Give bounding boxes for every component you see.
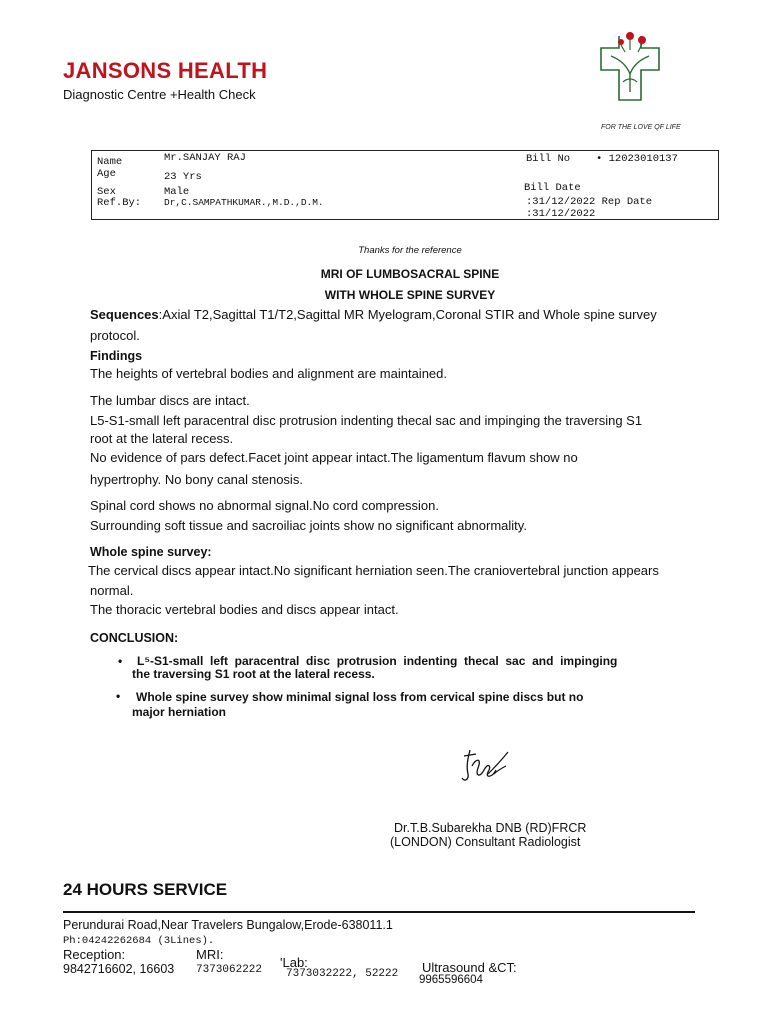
conclusion-item-2-line2: major herniation [132, 705, 227, 719]
finding-line: hypertrophy. No bony canal stenosis. [90, 472, 303, 487]
conclusion-heading: CONCLUSION: [90, 631, 179, 645]
conclusion-item-1-line1: L⁵-S1-small left paracentral disc protrusion indenting thecal sac and impinging [137, 654, 618, 668]
sequences-text-continued: protocol. [90, 328, 140, 343]
medical-cross-flower-logo-icon [597, 26, 663, 102]
bill-date-value: :31/12/2022 Rep Date [526, 196, 653, 208]
reception-label: Reception: [63, 947, 126, 962]
brand-tagline: FOR THE LOVE QF LIFE [601, 124, 681, 131]
sequences-text: :Axial T2,Sagittal T1/T2,Sagittal MR Myelogram,Coronal STIR and Whole spine survey [158, 307, 657, 322]
finding-line: Spinal cord shows no abnormal signal.No cord compression. [90, 498, 440, 513]
thanks-note: Thanks for the reference [358, 245, 462, 256]
brand-name: JANSONS HEALTH [63, 58, 268, 83]
finding-line: The lumbar discs are intact. [90, 393, 250, 408]
sex-label: Sex [97, 186, 116, 198]
handwritten-signature-icon [458, 744, 512, 786]
mri-label: MRI: [196, 947, 224, 962]
conclusion-item-1-line2: the traversing S1 root at the lateral recess. [132, 667, 375, 681]
brand-subtitle: Diagnostic Centre +Health Check [63, 87, 256, 102]
refby-label: Ref.By: [97, 197, 142, 209]
lab-label: 'Lab: [280, 955, 308, 970]
finding-line: No evidence of pars defect.Facet joint appear intact.The ligamentum flavum show no [90, 450, 578, 465]
footer-phone: Ph:04242262684 (3Lines). [63, 935, 215, 947]
name-value: Mr.SANJAY RAJ [164, 152, 246, 164]
whole-spine-line: The cervical discs appear intact.No significant herniation seen.The craniovertebral junction appears [88, 563, 659, 578]
bill-no-value: • 12023010137 [596, 153, 678, 165]
age-label: Age [97, 168, 116, 180]
conclusion-item-2-line1: Whole spine survey show minimal signal loss from cervical spine discs but no [136, 690, 584, 704]
finding-line: L5-S1-small left paracentral disc protrusion indenting thecal sac and impinging the traversing S1 [90, 413, 643, 428]
whole-spine-line: The thoracic vertebral bodies and discs appear intact. [90, 602, 399, 617]
rep-date-value: :31/12/2022 [526, 208, 596, 220]
lab-value: 7373032222, 52222 [286, 968, 399, 980]
reception-value: 9842716602, 16603 [63, 962, 175, 976]
age-value: 23 Yrs [164, 171, 202, 183]
refby-value: Dr,C.SAMPATHKUMAR.,M.D.,D.M. [164, 197, 324, 208]
sequences-label: Sequences [90, 307, 159, 322]
finding-line: Surrounding soft tissue and sacroiliac joints show no significant abnormality. [90, 518, 527, 533]
ultrasound-value: 9965596604 [419, 974, 483, 986]
bill-no-label: Bill No [526, 153, 571, 165]
finding-line: root at the lateral recess. [90, 431, 234, 446]
bullet-icon: • [116, 689, 121, 703]
whole-spine-line: normal. [90, 583, 134, 598]
bullet-icon: • [118, 654, 123, 668]
finding-line: The heights of vertebral bodies and alignment are maintained. [90, 366, 447, 381]
report-title-line2: WITH WHOLE SPINE SURVEY [324, 288, 496, 302]
ultrasound-label: Ultrasound &CT: [422, 960, 517, 975]
footer-divider [63, 911, 695, 913]
sequences-line [90, 305, 657, 325]
doctor-title: (LONDON) Consultant Radiologist [390, 835, 581, 849]
findings-heading: Findings [90, 349, 143, 363]
name-label: Name [97, 156, 123, 168]
sex-value: Male [164, 186, 190, 198]
service-hours-heading: 24 HOURS SERVICE [63, 880, 228, 899]
footer-address: Perundurai Road,Near Travelers Bungalow,Erode-638011.1 [63, 918, 393, 932]
report-title-line1: MRI OF LUMBOSACRAL SPINE [320, 267, 500, 281]
mri-value: 7373062222 [196, 964, 263, 976]
doctor-name: Dr.T.B.Subarekha DNB (RD)FRCR [394, 821, 587, 835]
whole-spine-heading: Whole spine survey: [90, 545, 212, 559]
bill-date-label: Bill Date [524, 182, 581, 194]
